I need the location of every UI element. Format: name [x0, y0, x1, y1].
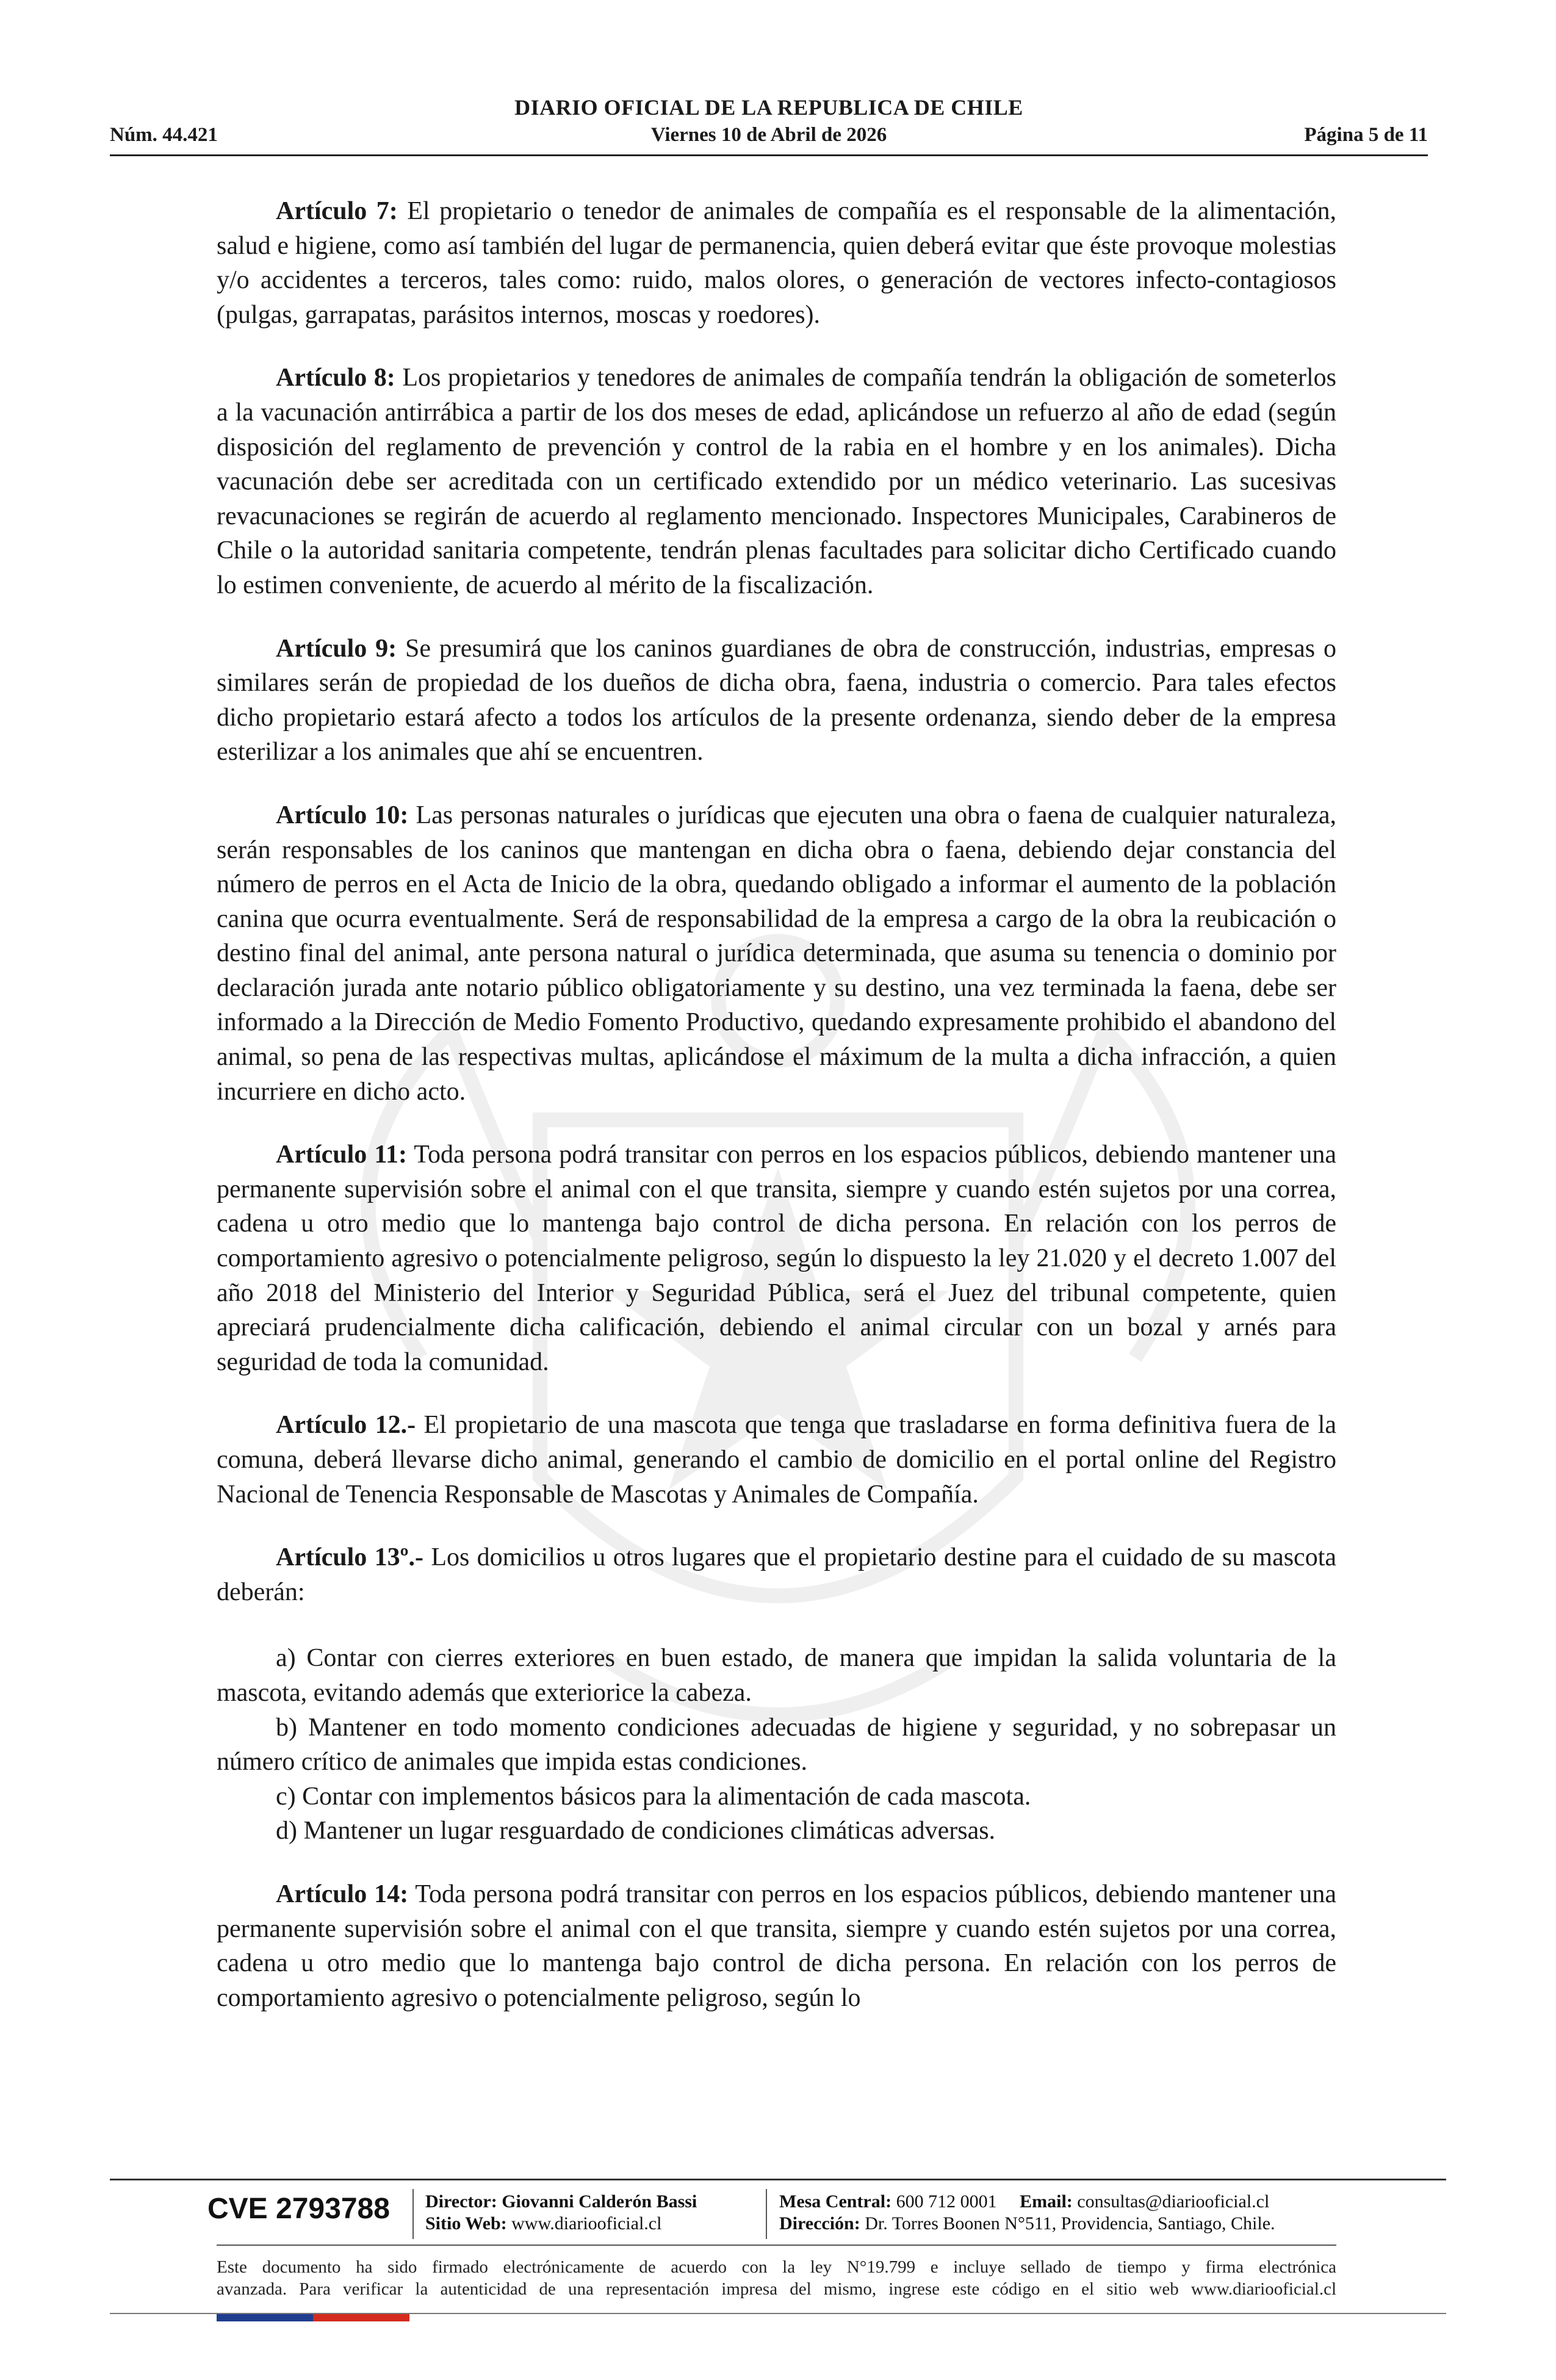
document-body [217, 194, 1336, 2044]
phone-number: 600 712 0001 [896, 2191, 997, 2212]
cve-code: CVE 2793788 [207, 2193, 390, 2225]
address-text: Dr. Torres Boonen N°511, Providencia, Santiago, Chile. [865, 2213, 1275, 2234]
email-link[interactable]: consultas@diariooficial.cl [1077, 2191, 1270, 2212]
director-name: Giovanni Calderón Bassi [502, 2191, 697, 2212]
website-link[interactable]: www.diariooficial.cl [511, 2213, 662, 2234]
footer-separator [766, 2189, 767, 2239]
page-number: Página 5 de 11 [1304, 124, 1428, 146]
disclaimer-line: avanzada. Para verificar la autenticidad de una representación impresa del mismo, ingrese este código en el sitio web www.diariooficial.cl [217, 2279, 1336, 2299]
list-item: b) Mantener en todo momento condiciones adecuadas de higiene y seguridad, y no sobrepasar un número crítico de animales que impida estas condiciones. [217, 1713, 1336, 1776]
article-9 [217, 632, 1336, 770]
footer-separator [412, 2189, 414, 2239]
article-text: El propietario de una mascota que tenga que trasladarse en forma definitiva fuera de la comuna, deberá llevarse dicho animal, generando el cambio de domicilio en el portal online del Registro Nacional de Tenencia Responsable de Mascotas y Animales de Compañía. [217, 1411, 1337, 1509]
article-text: Los propietarios y tenedores de animales de compañía tendrán la obligación de someterlos a la vacunación antirrábica a partir de los dos meses de edad, aplicándose un refuerzo al año de edad (según disposición del reglamento de prevención y control de la rabia en el hombre y en los animales). Dicha vacunación debe ser acreditada con un certificado extendido por un médico veterinario. Las sucesivas revacunaciones se regirán de acuerdo al reglamento mencionado. Inspectores Municipales, Carabineros de Chile o la autoridad sanitaria competente, tendrán plenas facultades para solicitar dicho Certificado cuando lo estimen conveniente, de acuerdo al mérito de la fiscalización. [217, 364, 1336, 599]
phone-label: Mesa Central: [779, 2191, 892, 2212]
list-item: c) Contar con implementos básicos para la alimentación de cada mascota. [276, 1782, 1031, 1811]
footer-divider [110, 2179, 1446, 2180]
article-14 [217, 1877, 1336, 2015]
article-text: El propietario o tenedor de animales de compañía es el responsable de la alimentación, salud e higiene, como así también del lugar de permanencia, quien deberá evitar que éste provoque molestias y/o accidentes a terceros, tales como: ruido, malos olores, o generación de vectores infecto-contagiosos (pulgas, garrapatas, parásitos internos, moscas y roedores). [217, 197, 1336, 329]
flag-red-segment [313, 2314, 409, 2321]
article-13 [217, 1540, 1336, 1609]
article-12 [217, 1408, 1336, 1512]
article-label: Artículo 9: [276, 634, 397, 663]
article-label: Artículo 7: [276, 197, 398, 225]
article-8 [217, 361, 1336, 602]
publication-title: DIARIO OFICIAL DE LA REPUBLICA DE CHILE [514, 95, 1023, 120]
article-label: Artículo 10: [276, 801, 409, 829]
flag-blue-segment [217, 2314, 313, 2321]
article-label: Artículo 14: [276, 1880, 409, 1908]
footer-director-block [425, 2191, 697, 2235]
page-header [110, 95, 1428, 156]
article-text: Los domicilios u otros lugares que el propietario destine para el cuidado de su mascota deberán: [217, 1543, 1337, 1606]
article-label: Artículo 11: [276, 1141, 407, 1169]
article-10 [217, 798, 1336, 1109]
signature-disclaimer [217, 2256, 1336, 2300]
article-label: Artículo 13º.- [276, 1543, 423, 1572]
article-label: Artículo 8: [276, 364, 395, 392]
header-divider [110, 154, 1428, 156]
footer-divider [217, 2245, 1336, 2246]
article-text: Toda persona podrá transitar con perros en los espacios públicos, debiendo mantener una permanente supervisión sobre el animal con el que transita, siempre y cuando estén sujetos por una correa, cadena u otro medio que lo mantenga bajo control de dicha persona. En relación con los perros de comportamiento agresivo o potencialmente peligroso, según lo dispuesto la ley 21.020 y el decreto 1.007 del año 2018 del Ministerio del Interior y Seguridad Pública, será el Juez del tribunal competente, quien apreciará prudencialmente dicha calificación, debiendo el animal circular con un bozal y arnés para seguridad de toda la comunidad. [217, 1141, 1337, 1376]
address-label: Dirección: [779, 2213, 860, 2234]
article-7 [217, 194, 1336, 332]
article-text: Se presumirá que los caninos guardianes de obra de construcción, industrias, empresas o similares serán de propiedad de los dueños de dicha obra, faena, industria o comercio. Para tales efectos dicho propietario estará afecto a todos los artículos de la presente ordenanza, siendo deber de la empresa esterilizar a los animales que ahí se encuentren. [217, 634, 1336, 766]
list-item: d) Mantener un lugar resguardado de condiciones climáticas adversas. [276, 1817, 996, 1845]
article-text: Las personas naturales o jurídicas que ejecuten una obra o faena de cualquier naturaleza, serán responsables de los caninos que mantengan en dicha obra o faena, debiendo dejar constancia del número de perros en el Acta de Inicio de la obra, quedando obligado a informar el aumento de la población canina que ocurra eventualmente. Será de responsabilidad de la empresa a cargo de la obra la reubicación o destino final del animal, ante persona natural o jurídica determinada, que asuma su tenencia o dominio por declaración jurada ante notario público obligatoriamente y su destino, una vez terminada la faena, debe ser informado a la Dirección de Medio Fomento Productivo, quedando expresamente prohibido el abandono del animal, so pena de las respectivas multas, aplicándose el máximum de la multa a dicha infracción, a quien incurriere en dicho acto. [217, 801, 1337, 1106]
publication-date: Viernes 10 de Abril de 2026 [650, 124, 887, 146]
flag-stripe [217, 2314, 409, 2321]
article-label: Artículo 12.- [276, 1411, 416, 1440]
footer-contact-block [779, 2191, 1275, 2235]
disclaimer-line: Este documento ha sido firmado electrónicamente de acuerdo con la ley N°19.799 e incluye sellado de tiempo y firma electrónica [217, 2257, 1336, 2277]
email-label: Email: [1020, 2191, 1073, 2212]
website-label: Sitio Web: [425, 2213, 507, 2234]
article-text: Toda persona podrá transitar con perros en los espacios públicos, debiendo mantener una permanente supervisión sobre el animal con el que transita, siempre y cuando estén sujetos por una correa, cadena u otro medio que lo mantenga bajo control de dicha persona. En relación con los perros de comportamiento agresivo o potencialmente peligroso, según lo [217, 1880, 1336, 2012]
list-item: a) Contar con cierres exteriores en buen estado, de manera que impidan la salida voluntaria de la mascota, evitando además que exteriorice la cabeza. [217, 1644, 1336, 1707]
director-label: Director: [425, 2191, 497, 2212]
issue-number: Núm. 44.421 [110, 124, 218, 146]
article-11 [217, 1138, 1336, 1379]
